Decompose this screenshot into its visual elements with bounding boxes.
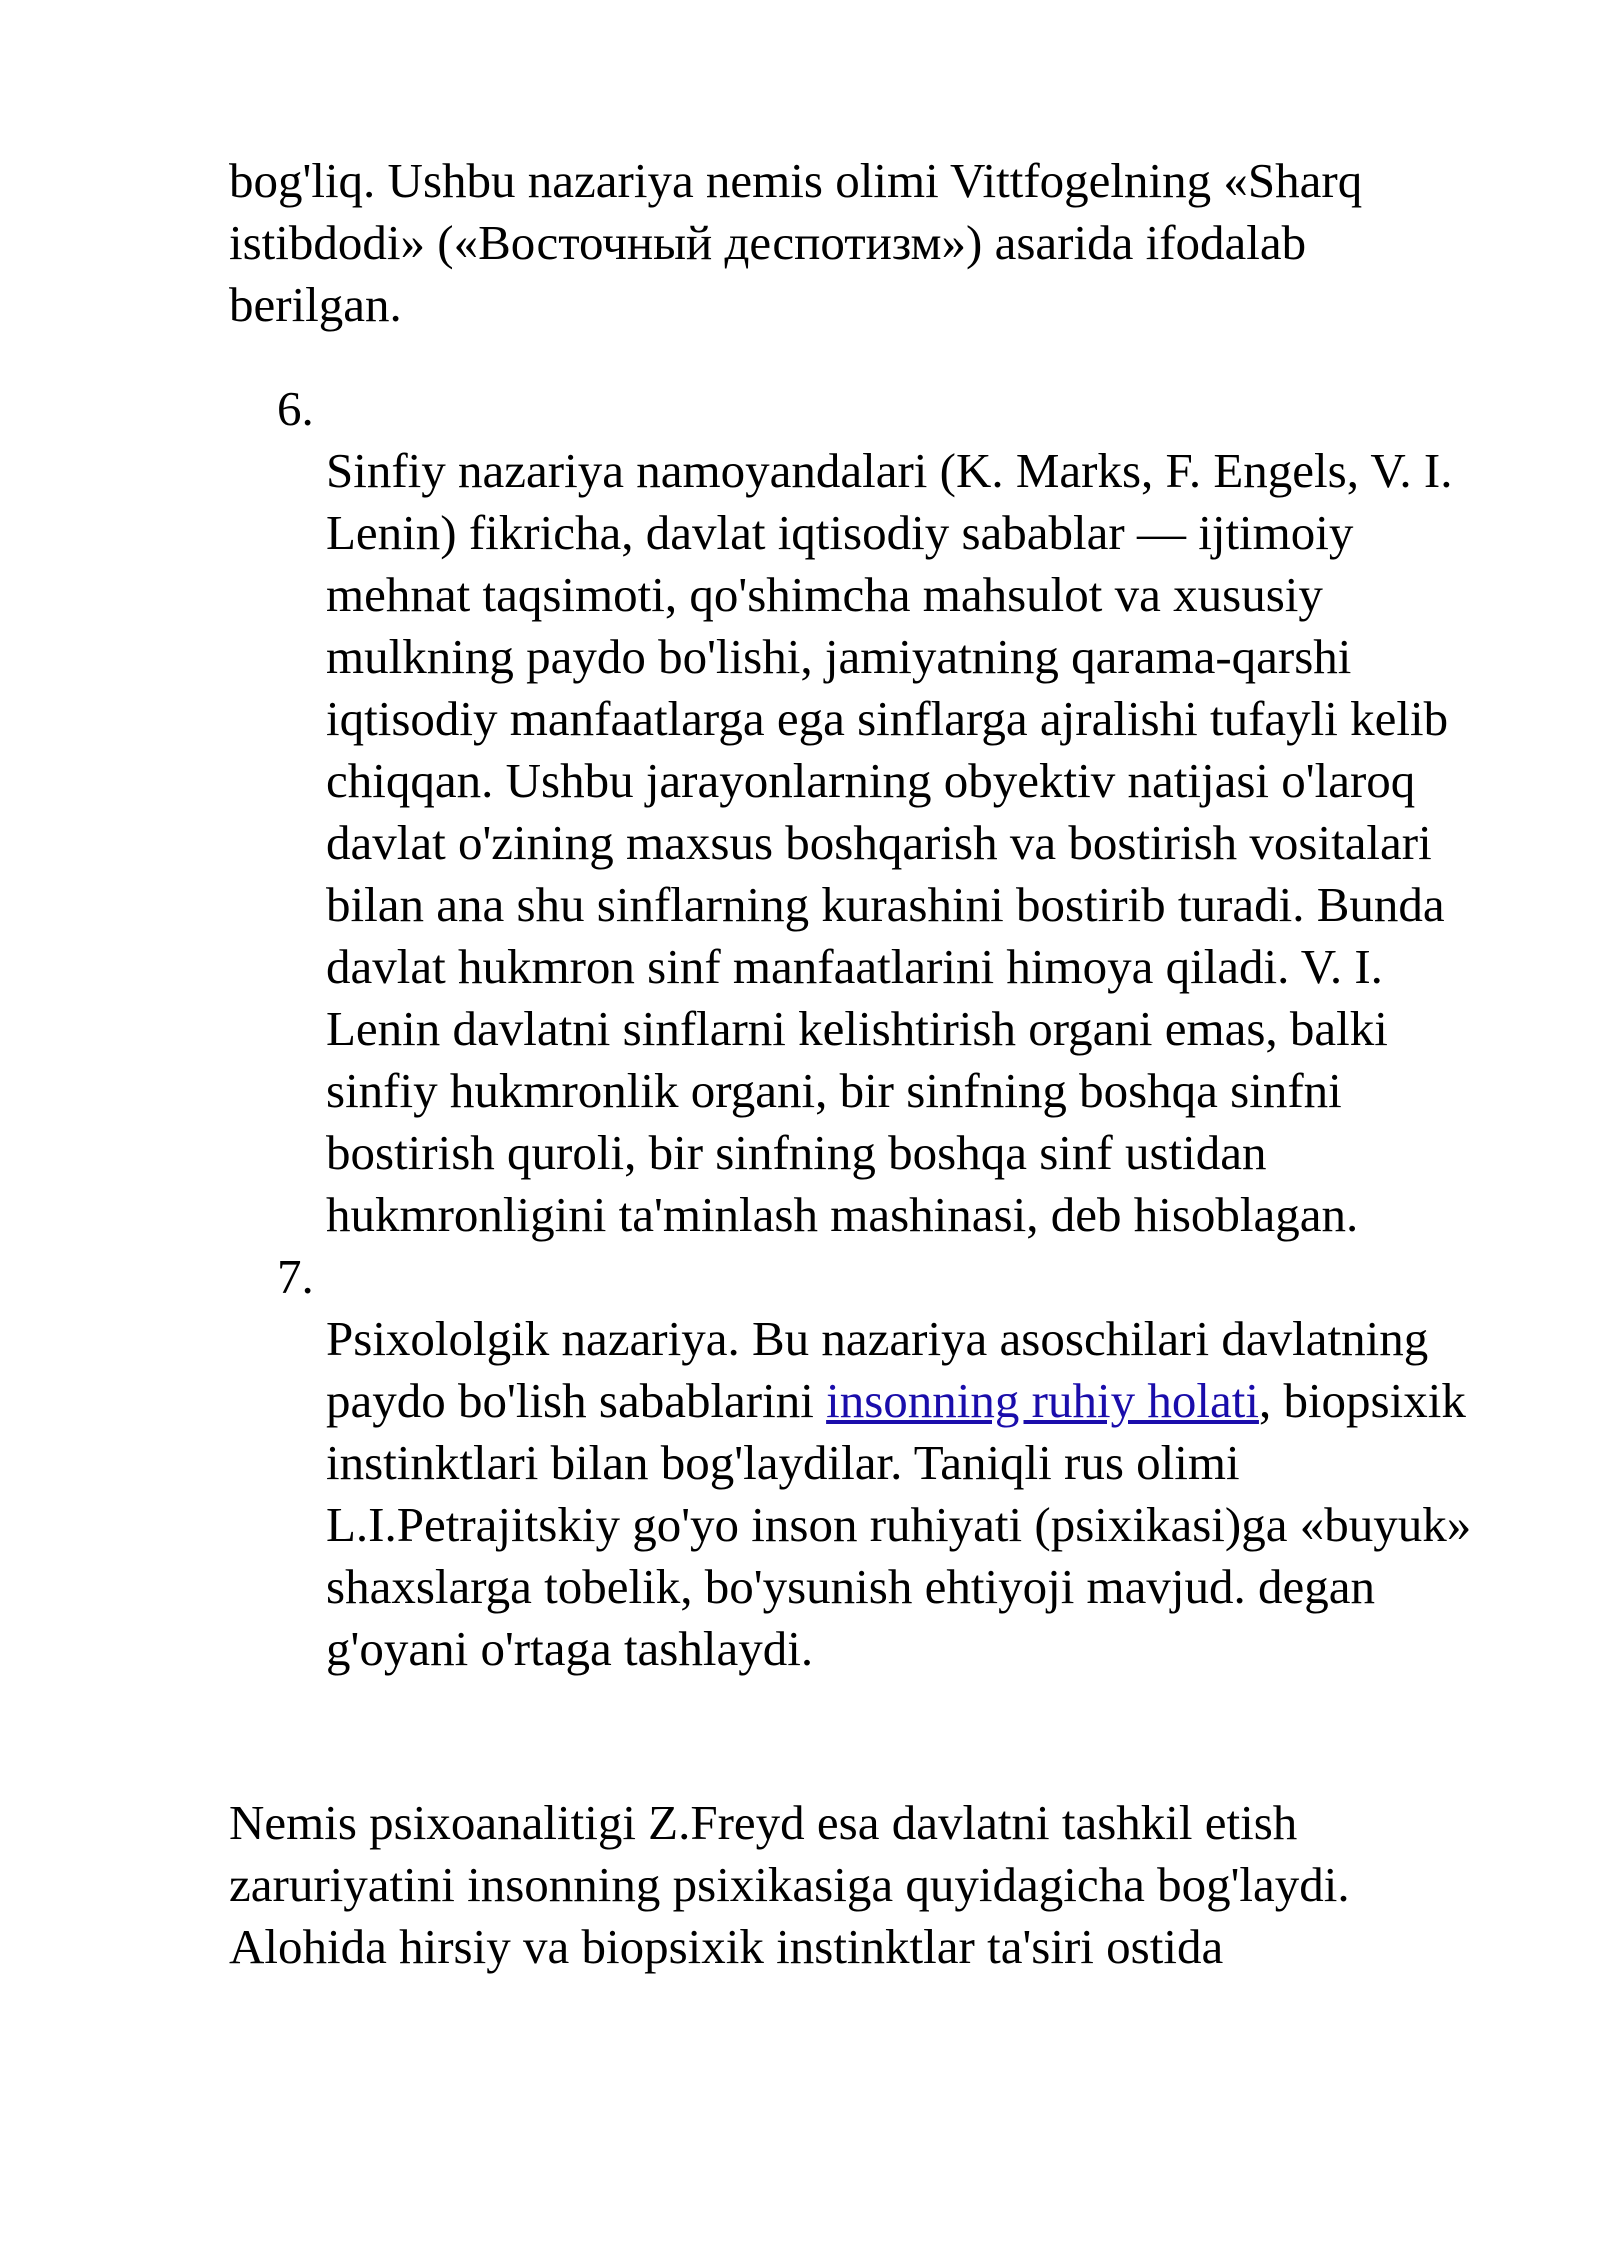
list-item-number: 7. <box>277 1249 314 1304</box>
numbered-list <box>229 378 1479 1680</box>
document-page <box>229 150 1479 1978</box>
paragraph-spacer <box>229 1680 1479 1792</box>
list-item-text: Sinfiy nazariya namoyandalari (K. Marks, F. Engels, V. I. Lenin) fikricha, davlat iqtisodiy sabablar — ijtimoiy mehnat taqsimoti, qo'shimcha mahsulot va xususiy mulkning paydo bo'lishi, jamiyatning qarama-qarshi iqtisodiy manfaatlarga ega sinflarga ajralishi tufayli kelib chiqqan. Ushbu jarayonlarning obyektiv natijasi o'laroq davlat o'zining maxsus boshqarish va bostirish vositalari bilan ana shu sinflarning kurashini bostirib turadi. Bunda davlat hukmron sinf manfaatlarini himoya qiladi. V. I. Lenin davlatni sinflarni kelishtirish organi emas, balki sinfiy hukmronlik organi, bir sinfning boshqa sinfni bostirish quroli, bir sinfning boshqa sinf ustidan hukmronligini ta'minlash mashinasi, deb hisoblagan. <box>326 443 1453 1242</box>
list-item-number: 6. <box>277 381 314 436</box>
list-item-text-start: Psixololgik nazariya. Bu nazariya asoschilari davlatning paydo bo'lish sabablarini <box>326 1311 1429 1428</box>
list-item-text-end: , biopsixik instinktlari bilan bog'laydilar. Taniqli rus olimi L.I.Petrajitskiy go'yo inson ruhiyati (psixikasi)ga «buyuk» shaxslarga tobelik, bo'ysunish ehtiyoji mavjud. degan g'oyani o'rtaga tashlaydi. <box>326 1373 1472 1676</box>
closing-paragraph: Nemis psixoanalitigi Z.Freyd esa davlatni tashkil etish zaruriyatini insonning psixikasiga quyidagicha bog'laydi. Alohida hirsiy va biopsixik instinktlar ta'siri ostida <box>229 1795 1350 1974</box>
list-item <box>229 378 1479 1246</box>
intro-paragraph: bog'liq. Ushbu nazariya nemis olimi Vittfogelning «Sharq istibdodi» («Восточный деспотизм») asarida ifodalab berilgan. <box>229 153 1363 332</box>
inline-link[interactable]: insonning ruhiy holati <box>826 1373 1259 1428</box>
list-item-text <box>326 1308 1479 1680</box>
list-item <box>229 1246 1479 1680</box>
